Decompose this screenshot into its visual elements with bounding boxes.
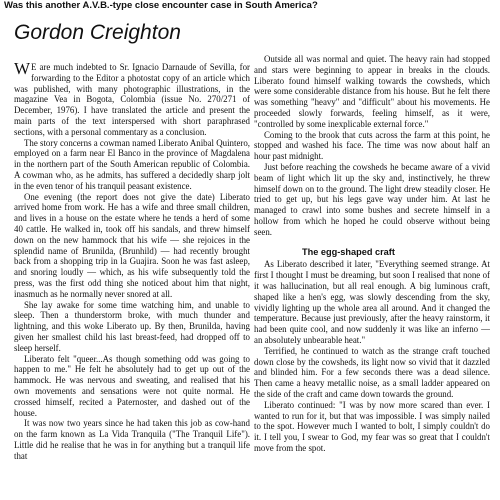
article-kicker: Was this another A.V.B.-type close encounter case in South America? [4, 0, 318, 11]
paragraph: As Liberato described it later, "Everything seemed strange. At first I thought I must be dreaming, but soon I realised that none of it was hallucination, but all real enough. A big luminous craft, shaped like a hen's egg, was slowly descending from the sky, vividly lighting up the whole area all around. And it changed the temperature. Because just previously, after the heavy rainstorm, it had been quite cool, and now suddenly it was like an inferno — an absolutely unbearable heat." [254, 259, 490, 345]
paragraph: Coming to the brook that cuts across the farm at this point, he stopped and washed his face. The time was now about half an hour past midnight. [254, 129, 490, 162]
section-subheading: The egg-shaped craft [302, 246, 395, 257]
paragraph: It was now two years since he had taken this job as cow-hand on the farm known as La Vida Tranquila ("The Tranquil Life"). Little did he realise that he was in for anything but a tranquil life that [14, 418, 250, 461]
right-column [254, 54, 490, 500]
paragraph: One evening (the report does not give the date) Liberato arrived home from work. He has a wife and three small children, and lives in a house on the estate where he tends a herd of some 40 cattle. He walked in, took off his sandals, and threw himself down on the new hammock that his wife — she rejoices in the splendid name of Brunilda, (Brunhild) — had recently brought back from a shopping trip in la Guajira. Soon he was fast asleep, and snoring loudly — which, as his wife subsequently told the press, was the first odd thing she noticed about him that night, inasmuch as he normally never snored at all. [14, 191, 250, 299]
paragraph: Liberato continued: "I was by now more scared than ever. I wanted to run for it, but that was impossible. I was simply nailed to the spot. However much I wanted to bolt, I simply couldn't do it. I tell you, I swear to God, my fear was so great that I couldn't move from the spot. [254, 399, 490, 453]
paragraph: Terrified, he continued to watch as the strange craft touched down close by the cowsheds, its light now so vivid that it dazzled and blinded him. For a few seconds there was a dead silence. Then came a heavy metallic noise, as a small ladder appeared on the side of the craft and came down towards the ground. [254, 345, 490, 399]
paragraph: The story concerns a cowman named Liberato Anibal Quintero, employed on a farm near El Banco in the province of Magdalena in the northern part of the South American republic of Colombia. A cowman who, as he admits, has suffered a decidedly sharp jolt in the even tenor of his tranquil peasant existence. [14, 137, 250, 191]
paragraph: Liberato felt "queer...As though something odd was going to happen to me." He felt he absolutely had to get up out of the hammock. He was nervous and sweating, and realised that his own movements and sensations were not quite normal. He crossed himself, recited a Paternoster, and dashed out of the house. [14, 353, 250, 418]
author-byline: Gordon Creighton [14, 21, 181, 44]
paragraph: Just before reaching the cowsheds he became aware of a vivid beam of light which lit up the sky and, instinctively, he threw himself down on to the ground. The light drew steadily closer. He tried to get up, but his legs gave way under him. At last he managed to crawl into some bushes and secrete himself in a hollow from which he hoped he could observe without being seen. [254, 161, 490, 237]
paragraph: She lay awake for some time watching him, and unable to sleep. Then a thunderstorm broke, with much thunder and lightning, and this woke Liberato up. By then, Brunilda, having given her smallest child his last breast-feed, had dropped off to sleep herself. [14, 299, 250, 353]
paragraph [14, 62, 250, 138]
paragraph: Outside all was normal and quiet. The heavy rain had stopped and stars were beginning to appear in breaks in the clouds. Liberato found himself walking towards the cowsheds, which were some considerable distance from his house. But he felt there was something "heavy" and "difficult" about his movements. He proceeded slowly forwards, feeling himself, as it were, "controlled by some inexplicable external force." [254, 54, 490, 129]
drop-cap: W [14, 62, 31, 78]
left-column [14, 62, 250, 500]
paragraph-text: E are much indebted to Sr. Ignacio Darnaude of Sevilla, for forwarding to the Editor a photostat copy of an article which was published, with many photographic illustrations, in the magazine Vea in Bogota, Colombia (issue No. 270/271 of December, 1976). I have translated the article and present the main parts of the text interspersed with short paraphrased sections, with a personal commentary as a conclusion. [14, 62, 250, 137]
